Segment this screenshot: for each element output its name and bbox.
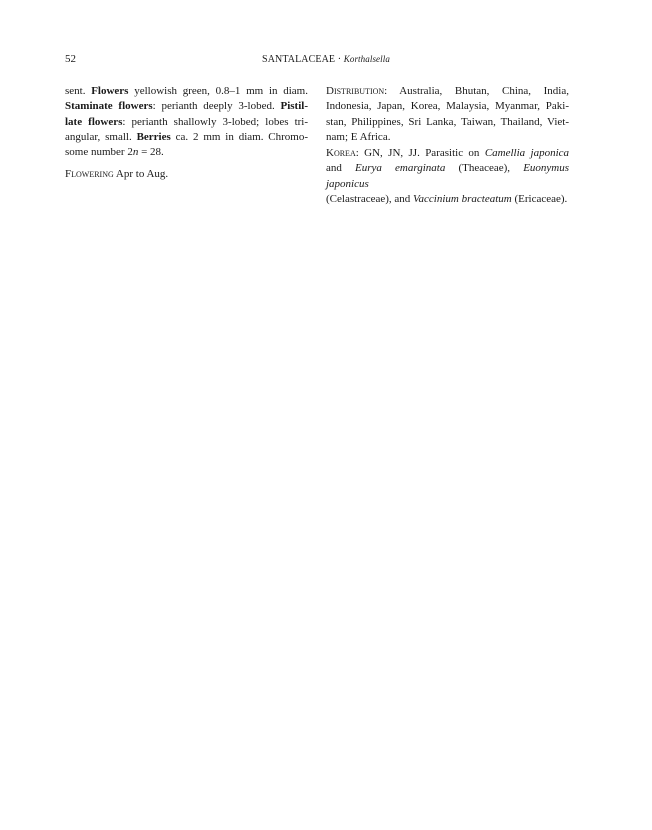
text: ca. 2 mm in diam. Chromo-: [170, 130, 309, 143]
korea-line-1: [326, 146, 569, 161]
korea-paragraph: [326, 146, 569, 207]
text: (Ericaceae).: [511, 193, 568, 206]
term-staminate-flowers: Staminate flowers: [65, 100, 153, 113]
right-column: [326, 84, 569, 207]
description-paragraph: [65, 84, 308, 160]
term-berries: Berries: [136, 130, 171, 143]
left-column: [65, 84, 308, 183]
text: (Theaceae),: [445, 162, 524, 175]
distribution-line-4: nam; E Africa.: [326, 130, 391, 143]
distribution-line-3: stan, Philippines, Sri Lanka, Taiwan, Thailand, Viet-: [326, 115, 569, 128]
text: (Celastraceae), and: [326, 193, 414, 206]
text: sent.: [65, 85, 92, 97]
text: yellowish green, 0.8–1 mm in diam.: [128, 85, 308, 97]
flowering-paragraph: [65, 167, 308, 182]
description-line-3: [65, 115, 308, 130]
description-line-4: [65, 130, 308, 145]
korea-label: Korea: [326, 147, 356, 160]
term-flowers: Flowers: [91, 85, 129, 97]
distribution-line-1: [326, 84, 569, 99]
text: GN, JN, JJ. Parasitic on: [364, 147, 485, 160]
text: Australia, Bhutan, China, India,: [399, 85, 569, 97]
term-pistillate-flowers-start: Pistil-: [280, 100, 308, 113]
taxon-vaccinium-bracteatum: Vaccinium bracteatum: [413, 193, 512, 206]
term-pistillate-flowers-end: late flowers: [65, 115, 123, 128]
taxon-euonymus-japonicus: Euonymus japonicus: [326, 162, 570, 190]
korea-line-2: [326, 161, 569, 192]
text: and: [326, 162, 356, 175]
description-line-5: [65, 145, 308, 160]
distribution-label: Distribution: [326, 85, 385, 97]
taxon-camellia-japonica: Camellia japonica: [484, 147, 570, 160]
text: = 28.: [138, 146, 164, 159]
text: angular, small.: [65, 130, 137, 143]
distribution-line-2: Indonesia, Japan, Korea, Malaysia, Myanmar, Paki-: [326, 100, 569, 113]
running-head-separator: ·: [335, 54, 344, 65]
running-head-genus: Korthalsella: [343, 54, 390, 64]
page-number: 52: [65, 53, 76, 65]
flowering-label: Flowering: [65, 168, 114, 181]
text: : perianth shallowly 3-lobed; lobes tri-: [122, 115, 309, 128]
text: :: [384, 85, 400, 97]
flowering-value: Apr to Aug.: [113, 168, 169, 181]
description-line-1: [65, 84, 308, 99]
chromosome-symbol: n: [132, 146, 139, 159]
running-head: [0, 53, 652, 66]
distribution-paragraph: [326, 84, 569, 145]
text: :: [355, 147, 365, 160]
running-head-family: SANTALACEAE: [262, 54, 336, 65]
description-line-2: [65, 99, 308, 114]
text: some number 2: [65, 146, 133, 159]
taxon-eurya-emarginata: Eurya emarginata: [355, 162, 446, 175]
korea-line-3: [326, 192, 569, 207]
text: : perianth deeply 3-lobed.: [152, 100, 281, 113]
